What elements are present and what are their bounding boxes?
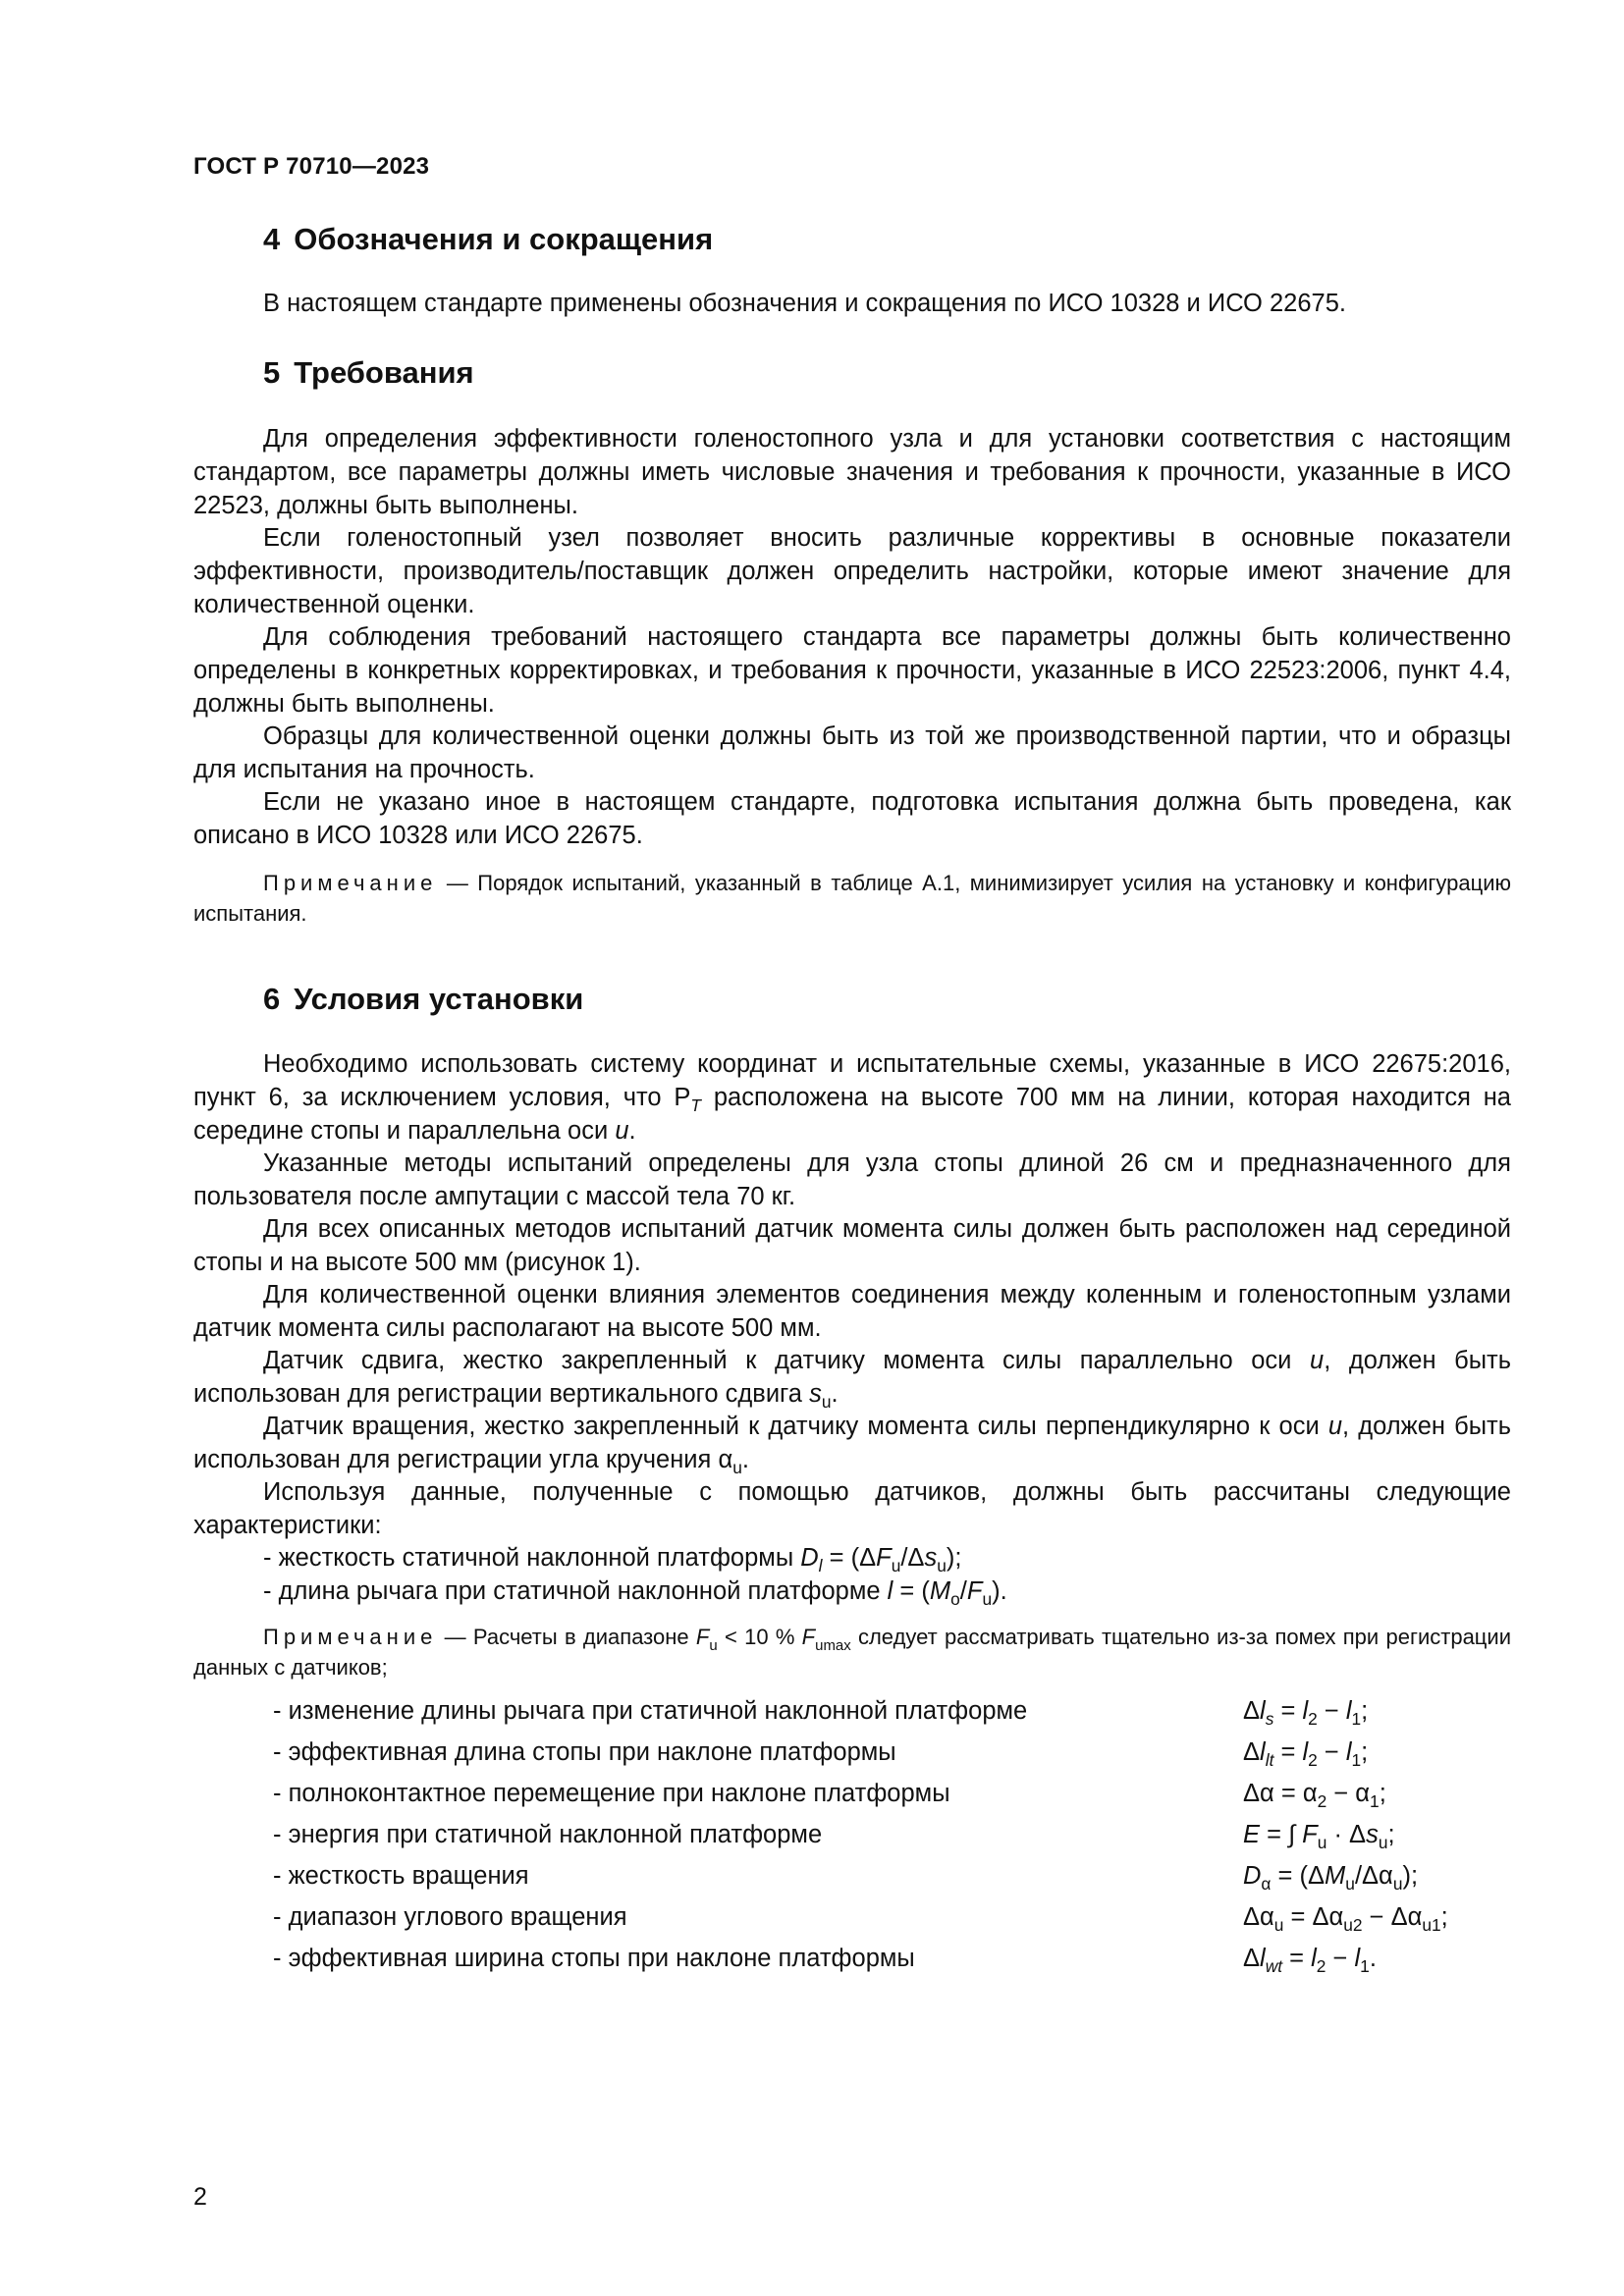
note-label: Примечание: [263, 871, 438, 895]
paragraph-text: Датчик сдвига, жестко закрепленный к датчику момента силы параллельно оси: [263, 1347, 1310, 1374]
list-item-formula: E = ∫ $F_u \cdot \Delta s_u$;: [1243, 1821, 1395, 1852]
section-5-paragraph-5: Если не указано иное в настоящем стандарте, подготовка испытания должна быть проведена, как описано в ИСО 10328 или ИСО 22675.: [193, 788, 1511, 849]
page-number: 2: [193, 2183, 207, 2211]
note-text: — Расчеты в диапазоне $F_u < 10$ % $F_{umax}$ следует рассматривать тщательно из-за помех при регистрации данных с датчиков;: [193, 1625, 1511, 1680]
section-4-number: 4: [263, 222, 281, 256]
paragraph-text: .: [741, 1446, 749, 1473]
section-6-number: 6: [263, 982, 281, 1016]
section-6-paragraph-2: Указанные методы испытаний определены для узла стопы длиной 26 см и предназначенного для пользователя после ампутации с массой тела 70 кг.: [193, 1149, 1511, 1210]
paragraph-text: , должен быть использован для регистрации угла кручения α: [193, 1413, 1512, 1473]
list-item-text: - эффективная длина стопы при наклоне платформы: [273, 1738, 896, 1766]
section-5-number: 5: [263, 355, 281, 390]
variable: u: [615, 1117, 629, 1145]
section-6-paragraph-5: [193, 1344, 1511, 1411]
paragraph-text: .: [831, 1380, 839, 1408]
list-item-text: - эффективная ширина стопы при наклоне платформы: [273, 1945, 915, 1972]
list-item: [273, 1735, 1512, 1777]
formula: $D_l = (\Delta F_u/\Delta s_u)$;: [800, 1544, 962, 1575]
paragraph-text: Необходимо использовать систему координат и испытательные схемы, указанные в ИСО 22675:2016, пункт 6, за исключением условия, что P: [193, 1050, 1511, 1111]
subscript: u: [821, 1392, 832, 1412]
paragraph-text: , должен быть использован для регистрации вертикального сдвига: [193, 1347, 1511, 1408]
document-id-header: ГОСТ Р 70710—2023: [193, 153, 430, 180]
formula: $l = (M_o/F_u)$.: [887, 1577, 1007, 1609]
list-item: [273, 1694, 1512, 1735]
paragraph-text: расположена на высоте 700 мм на линии, которая находится на середине стопы и параллельна оси: [193, 1084, 1511, 1145]
list-item: [273, 1818, 1512, 1859]
section-5-title: Требования: [294, 355, 474, 390]
list-item-formula: $\Delta l_s = l_2 - l_1$;: [1243, 1697, 1369, 1729]
subscript: u: [732, 1458, 742, 1477]
section-6-title: Условия установки: [294, 982, 584, 1016]
section-6-heading: [263, 982, 583, 1017]
list-item-text: - энергия при статичной наклонной платформе: [273, 1821, 823, 1848]
variable: u: [1327, 1413, 1343, 1440]
list-item-text: - полноконтактное перемещение при наклоне платформы: [273, 1780, 950, 1807]
section-5-paragraph-2: Если голеностопный узел позволяет вносить различные коррективы в основные показатели эффективности, производитель/поставщик должен определить настройки, которые имеют значение для количественной оценки.: [193, 524, 1511, 618]
section-6-paragraph-7: Используя данные, полученные с помощью датчиков, должны быть рассчитаны следующие характеристики:: [193, 1478, 1511, 1539]
section-5-heading: [263, 355, 474, 391]
list-item: [273, 1859, 1512, 1900]
list-item-formula: $\Delta\alpha = \alpha_2 - \alpha_1$;: [1243, 1780, 1386, 1811]
section-6-paragraph-1: [193, 1047, 1511, 1148]
list-item: [273, 1900, 1512, 1942]
list-item-formula: $D_\alpha = (\Delta M_u/\Delta\alpha_u)$;: [1243, 1862, 1419, 1894]
characteristics-list: [273, 1694, 1512, 1983]
section-4-heading: [263, 222, 713, 257]
section-5-note: [193, 868, 1511, 929]
section-6-paragraph-6: [193, 1410, 1511, 1476]
list-item-formula: $\Delta\alpha_u = \Delta\alpha_{u2} - \Delta\alpha_{u1}$;: [1243, 1903, 1448, 1935]
section-5-paragraph-3: Для соблюдения требований настоящего стандарта все параметры должны быть количественно определены в конкретных корректировках, и требования к прочности, указанные в ИСО 22523:2006, пункт 4.4, должны быть выполнены.: [193, 623, 1511, 718]
paragraph-text: Датчик вращения, жестко закрепленный к датчику момента силы перпендикулярно к оси: [263, 1413, 1328, 1440]
list-item: [273, 1777, 1512, 1818]
list-item-text: - жесткость вращения: [273, 1862, 529, 1890]
list-item: [273, 1942, 1512, 1983]
bullet-text: - жесткость статичной наклонной платформы: [263, 1544, 801, 1572]
section-5-paragraph-4: Образцы для количественной оценки должны быть из той же производственной партии, что и образцы для испытания на прочность.: [193, 722, 1511, 783]
section-4-paragraph: В настоящем стандарте применены обозначения и сокращения по ИСО 10328 и ИСО 22675.: [263, 290, 1346, 317]
section-4-title: Обозначения и сокращения: [294, 222, 714, 256]
section-5-paragraph-1: Для определения эффективности голеностопного узла и для установки соответствия с настоящим стандартом, все параметры должны иметь числовые значения и требования к прочности, указанные в ИСО 22523, должны быть выполнены.: [193, 425, 1511, 519]
bullet-text: - длина рычага при статичной наклонной платформе: [263, 1577, 888, 1605]
variable: u: [1310, 1347, 1325, 1374]
section-6-paragraph-3: Для всех описанных методов испытаний датчик момента силы должен быть расположен над серединой стопы и на высоте 500 мм (рисунок 1).: [193, 1215, 1511, 1276]
note-text: — Порядок испытаний, указанный в таблице А.1, минимизирует усилия на установку и конфигурацию испытания.: [193, 871, 1511, 926]
bullet-lever-length: [263, 1575, 1007, 1608]
subscript: T: [690, 1095, 702, 1115]
list-item-text: - изменение длины рычага при статичной наклонной платформе: [273, 1697, 1028, 1725]
bullet-stiffness: [263, 1541, 961, 1575]
list-item-formula: $\Delta l_{wt} = l_2 - l_1$.: [1243, 1945, 1377, 1976]
variable: s: [809, 1380, 822, 1408]
section-6-paragraph-4: Для количественной оценки влияния элементов соединения между коленным и голеностопным узлами датчик момента силы располагают на высоте 500 мм.: [193, 1281, 1511, 1342]
list-item-formula: $\Delta l_{lt} = l_2 - l_1$;: [1243, 1738, 1369, 1770]
note-label: Примечание: [263, 1625, 438, 1649]
paragraph-text: .: [628, 1117, 636, 1145]
section-6-note: [193, 1622, 1511, 1682]
list-item-text: - диапазон углового вращения: [273, 1903, 627, 1931]
